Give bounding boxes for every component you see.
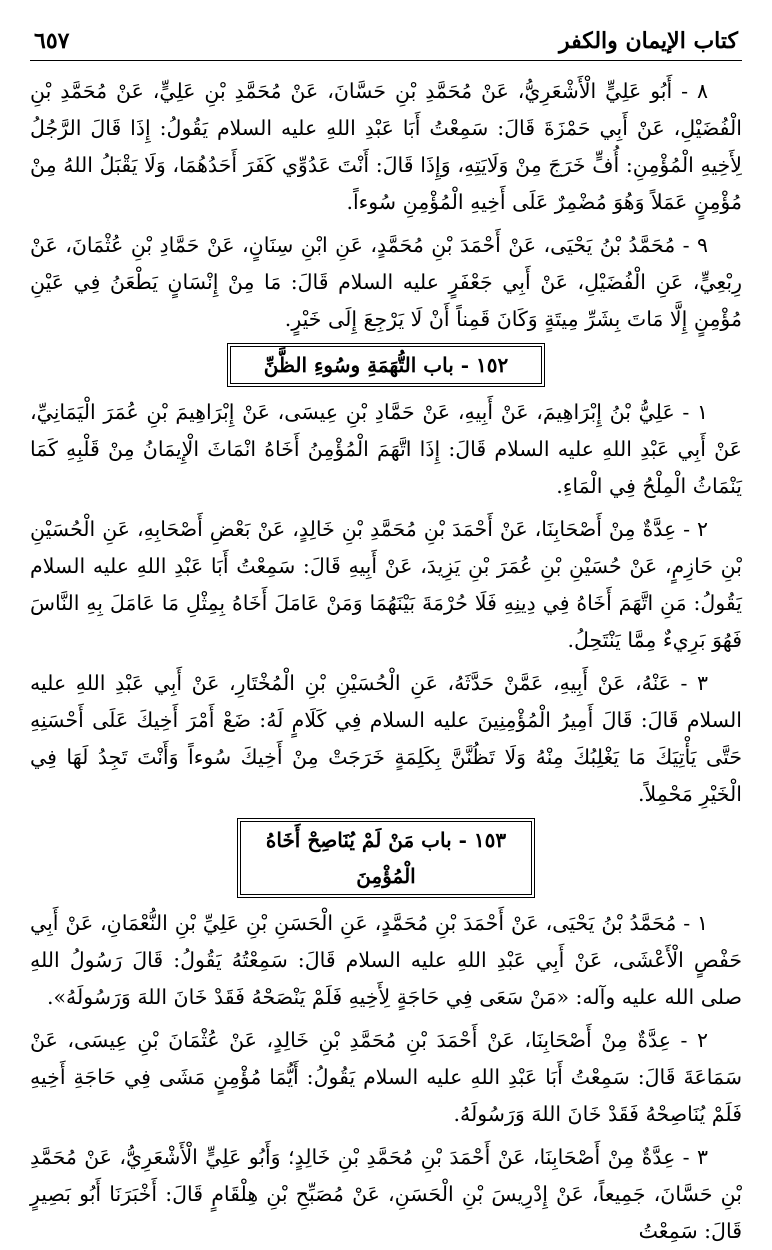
hadith-paragraph: ١ - عَلِيُّ بْنُ إِبْرَاهِيمَ، عَنْ أَبِيهِ، عَنْ حَمَّادِ بْنِ عِيسَى، عَنْ إِبْرَاهِيمَ بْنِ عُمَرَ الْيَمَانِيِّ، عَنْ أَبِي عَبْدِ اللهِ عليه السلام قَالَ: إِذَا اتَّهَمَ الْمُؤْمِنُ أَخَاهُ انْمَاثَ الْإِيمَانُ مِنْ قَلْبِهِ كَمَا يَنْمَاثُ الْمِلْحُ فِي الْمَاءِ. [30,400,743,498]
chapter-heading-152: ١٥٢ - باب التُّهَمَةِ وسُوءِ الظَّنِّ [230,346,542,384]
hadith-paragraph: ٩ - مُحَمَّدُ بْنُ يَحْيَى، عَنْ أَحْمَدَ بْنِ مُحَمَّدٍ، عَنِ ابْنِ سِنَانٍ، عَنْ حَمَّادِ بْنِ عُثْمَانَ، عَنْ رِبْعِيٍّ، عَنِ الْفُضَيْلِ، عَنْ أَبِي جَعْفَرٍ عليه السلام قَالَ: مَا مِنْ إِنْسَانٍ يَطْعَنُ فِي عَيْنِ مُؤْمِنٍ إِلَّا مَاتَ بِشَرِّ مِيتَةٍ وَكَانَ قَمِناً أَنْ لَا يَرْجِعَ إِلَى خَيْرٍ. [30,233,742,331]
page-number: ٦٥٧ [34,28,70,54]
hadith-paragraph: ٢ - عِدَّةٌ مِنْ أَصْحَابِنَا، عَنْ أَحْمَدَ بْنِ مُحَمَّدِ بْنِ خَالِدٍ، عَنْ عُثْمَانَ بْنِ عِيسَى، عَنْ سَمَاعَةَ قَالَ: سَمِعْتُ أَبَا عَبْدِ اللهِ عليه السلام يَقُولُ: أَيُّمَا مُؤْمِنٍ مَشَى فِي حَاجَةِ أَخِيهِ فَلَمْ يُنَاصِحْهُ فَقَدْ خَانَ اللهَ وَرَسُولَهُ. [30,1028,742,1126]
book-title: كتاب الإيمان والكفر [558,28,738,54]
hadith-paragraph: ٨ - أَبُو عَلِيٍّ الْأَشْعَرِيُّ، عَنْ مُحَمَّدِ بْنِ حَسَّانَ، عَنْ مُحَمَّدِ بْنِ عَلِيٍّ، عَنْ مُحَمَّدِ بْنِ الْفُضَيْلِ، عَنْ أَبِي حَمْزَةَ قَالَ: سَمِعْتُ أَبَا عَبْدِ اللهِ عليه السلام يَقُولُ: إِذَا قَالَ الرَّجُلُ لِأَخِيهِ الْمُؤْمِنِ: أُفٍّ خَرَجَ مِنْ وَلَايَتِهِ، وَإِذَا قَالَ: أَنْتَ عَدُوِّي كَفَرَ أَحَدُهُمَا، وَلَا يَقْبَلُ اللهُ مِنْ مُؤْمِنٍ عَمَلاً وَهُوَ مُضْمِرٌ عَلَى أَخِيهِ الْمُؤْمِنِ سُوءاً. [30,79,742,214]
hadith-paragraph: ١ - مُحَمَّدُ بْنُ يَحْيَى، عَنْ أَحْمَدَ بْنِ مُحَمَّدٍ، عَنِ الْحَسَنِ بْنِ عَلِيِّ بْنِ النُّعْمَانِ، عَنْ أَبِي حَفْصٍ الْأَعْشَى، عَنْ أَبِي عَبْدِ اللهِ عليه السلام قَالَ: سَمِعْتُهُ يَقُولُ: قَالَ رَسُولُ اللهِ صلى الله عليه وآله: «مَنْ سَعَى فِي حَاجَةٍ لِأَخِيهِ فَلَمْ يَنْصَحْهُ فَقَدْ خَانَ اللهَ وَرَسُولَهُ». [30,911,742,1009]
chapter-heading-153: ١٥٣ - باب مَنْ لَمْ يُنَاصِحْ أَخَاهُ الْمُؤْمِنَ [240,821,532,895]
hadith-paragraph: ٢ - عِدَّةٌ مِنْ أَصْحَابِنَا، عَنْ أَحْمَدَ بْنِ مُحَمَّدِ بْنِ خَالِدٍ، عَنْ بَعْضِ أَصْحَابِهِ، عَنِ الْحُسَيْنِ بْنِ حَازِمٍ، عَنْ حُسَيْنِ بْنِ عُمَرَ بْنِ يَزِيدَ، عَنْ أَبِيهِ قَالَ: سَمِعْتُ أَبَا عَبْدِ اللهِ عليه السلام يَقُولُ: مَنِ اتَّهَمَ أَخَاهُ فِي دِينِهِ فَلَا حُرْمَةَ بَيْنَهُمَا وَمَنْ عَامَلَ أَخَاهُ بِمِثْلِ مَا عَامَلَ بِهِ النَّاسَ فَهُوَ بَرِيءٌ مِمَّا يَنْتَحِلُ. [30,517,742,652]
hadith-paragraph: ٣ - عِدَّةٌ مِنْ أَصْحَابِنَا، عَنْ أَحْمَدَ بْنِ مُحَمَّدِ بْنِ خَالِدٍ؛ وَأَبُو عَلِيٍّ الْأَشْعَرِيُّ، عَنْ مُحَمَّدِ بْنِ حَسَّانَ، جَمِيعاً، عَنْ إِدْرِيسَ بْنِ الْحَسَنِ، عَنْ مُصَبِّحِ بْنِ هِلْقَامٍ قَالَ: أَخْبَرَنَا أَبُو بَصِيرٍ قَالَ: سَمِعْتُ [30,1145,742,1243]
hadith-paragraph: ٣ - عَنْهُ، عَنْ أَبِيهِ، عَمَّنْ حَدَّثَهُ، عَنِ الْحُسَيْنِ بْنِ الْمُخْتَارِ، عَنْ أَبِي عَبْدِ اللهِ عليه السلام قَالَ: قَالَ أَمِيرُ الْمُؤْمِنِينَ عليه السلام فِي كَلَامٍ لَهُ: ضَعْ أَمْرَ أَخِيكَ عَلَى أَحْسَنِهِ حَتَّى يَأْتِيَكَ مَا يَغْلِبُكَ مِنْهُ وَلَا تَظُنَّنَّ بِكَلِمَةٍ خَرَجَتْ مِنْ أَخِيكَ سُوءاً وَأَنْتَ تَجِدُ لَهَا فِي الْخَيْرِ مَحْمِلاً. [30,671,742,806]
running-header [30,24,742,61]
